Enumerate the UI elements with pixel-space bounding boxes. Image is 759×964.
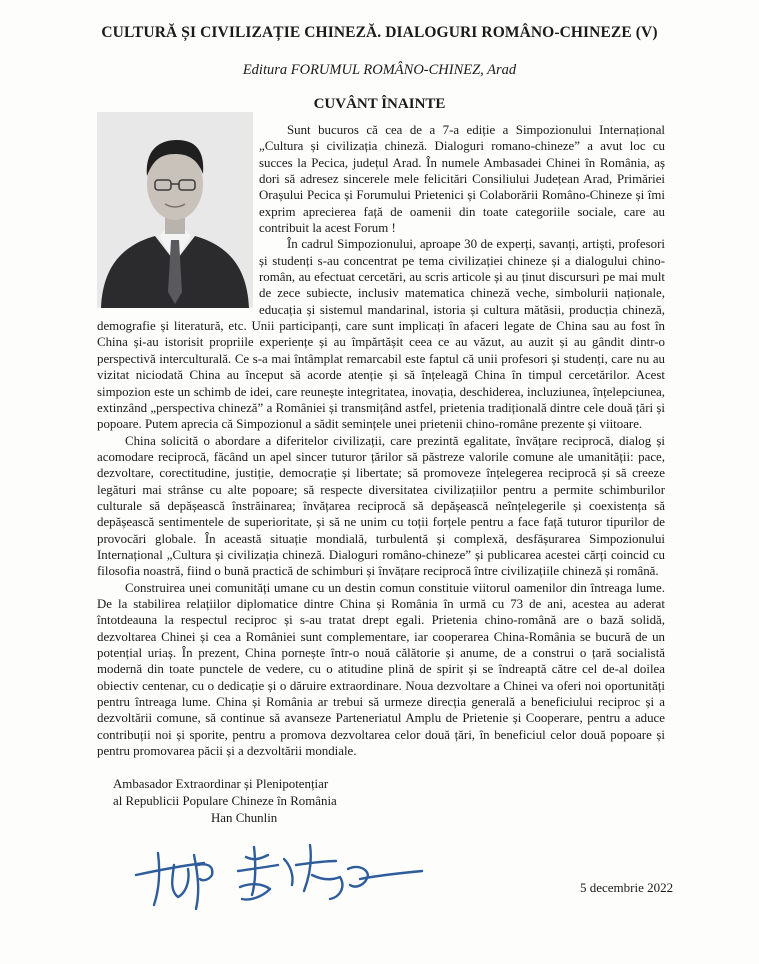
publisher-line: Editura FORUMUL ROMÂNO-CHINEZ, Arad [242, 62, 517, 78]
signatory-title-line-1: Ambasador Extraordinar și Plenipotențiar [113, 777, 329, 791]
handwritten-signature [134, 835, 424, 915]
paragraph-4: Construirea unei comunități umane cu un destin comun constituie viitorul oamenilor din întreaga lume. De la stabilirea relațiilor diplomatice dintre China și România în urmă cu 73 de ani, acestea au aderat întotdeauna la respectul reciproc și s-au tratat drept egali. Prietenia chino-română are o bază solidă, dezvoltarea Chinei și cea a României sunt complementare, iar cooperarea China-România se bucură de un potențial uriaș. În prezent, China pornește într-o nouă călătorie și anume, de a construi o țară socialistă modernă din toate punctele de vedere, cu o atitudine plină de spirit și se îndreaptă către cel de-al doilea obiectiv centenar, cu o dedicație și o dăruire extraordinare. Noua dezvoltare a Chinei va oferi noi oportunități pentru întreaga lume. China și România ar trebui să urmeze direcția generală a beneficiului reciproc și a dezvoltării comune, să continue să avanseze Parteneriatul Amplu de Prietenie și Cooperare, pentru a aduce contribuții noi și sporite, pentru a promova dezvoltarea celor două țări, în beneficiul celor două popoare și pentru promovarea păcii și a dezvoltării mondiale. [97, 580, 665, 759]
signatory-block [113, 776, 337, 827]
signatory-title-line-2: al Republicii Populare Chineze în România [113, 794, 337, 808]
foreword-body [97, 122, 665, 759]
paragraph-2: În cadrul Simpozionului, aproape 30 de experți, savanți, artiști, profesori și studenți s-au concentrat pe tema civilizației chineze și a dialogului chino-român, au efectuat cercetări, au scris articole și au ținut discursuri pe mai mult de zece subiecte, inclusiv matematica chineză veche, simbolurii naționale, educația și sistemul mandarinal, istoria și cultura mătăsii, producția chineză, demografie și literatură, etc. Unii participanți, care sunt implicați în afaceri legate de China sau au fost în China și-au istorisit propriile experiențe și au împărtășit ceea ce au văzut, au auzit și au gândit dintr-o perspectivă interculturală. Ce s-a mai întâmplat remarcabil este faptul că unii profesori și studenți, care nu au vizitat niciodată China au început să acorde atenție și să înțeleagă China în timpul cercetărilor. Acest simpozion este un schimb de idei, care reunește integritatea, inovația, deschiderea, incluziunea, înțelepciunea, extinzând „perspectiva chineză” a României și transmițând astfel, prietenia tradițională dintre cele două țări și popoare. Putem aprecia că Simpozionul a sădit semințele unei prietenii chino-române prezente și viitoare. [97, 237, 665, 432]
signatory-name: Han Chunlin [211, 811, 278, 825]
document-title: CULTURĂ ȘI CIVILIZAȚIE CHINEZĂ. DIALOGURI ROMÂNO-CHINEZE (V) [101, 24, 658, 41]
portrait-spacer [97, 122, 259, 312]
paragraph-3: China solicită o abordare a diferitelor civilizații, care prezintă egalitate, învățare reciprocă, dialog și acomodare reciprocă, făcând un apel sincer tuturor țărilor să păstreze valorile comune ale umanității: pace, dezvoltare, corectitudine, justiție, democrație și libertate; să promoveze înțelegerea reciprocă și să creeze legături mai strânse cu alte popoare; să respecte diversitatea civilizațiilor pentru a permite schimburilor culturale să depășească înstrăinarea; învățarea reciprocă să depășească neînțelegerile și coexistența să depășească sentimentele de superioritate, și să ne unim cu toții forțele pentru a face față tuturor tipurilor de provocări globale. În această situație mondială, turbulentă și complexă, desfășurarea Simpozionului Internațional „Cultura și civilizația chineză. Dialoguri româno-chineze” și publicarea acestei cărți coincid cu filosofia noastră, fiind o bună practică de schimburi și învățare reciprocă între civilizațiile chineză și română. [97, 433, 665, 579]
section-heading: CUVÂNT ÎNAINTE [313, 96, 446, 112]
document-date: 5 decembrie 2022 [580, 880, 674, 895]
paragraph-1: Sunt bucuros că cea de a 7-a ediție a Simpozionului Internațional „Cultura și civilizația chineză. Dialoguri romano-chineze” a avut loc cu succes la Pecica, județul Arad. În numele Ambasadei Chinei în România, aș dori să adresez sincerele mele felicitări Consiliului Județean Arad, Primăriei Orașului Pecica și Forumului Prietenici și Colaborării Româno-Chineze și îmi exprim aprecierea față de oamenii din toate categoriile sociale, care au contribuit la acest Forum ! [259, 123, 665, 236]
